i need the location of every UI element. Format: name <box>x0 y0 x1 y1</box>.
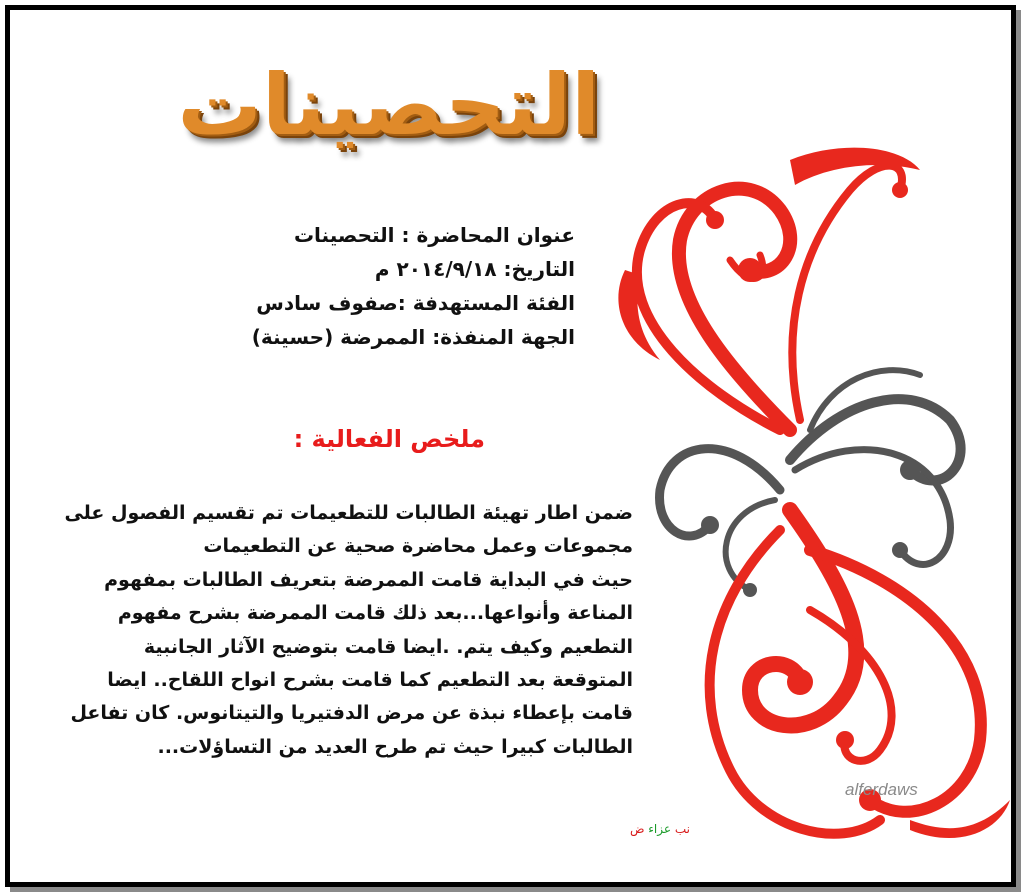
summary-line: التطعيم وكيف يتم. .ايضا قامت بتوضيح الآثار الجانبية <box>143 635 633 658</box>
signature-part: ض <box>629 822 645 836</box>
summary-line: المتوقعة بعد التطعيم كما قامت بشرح انواح اللقاح.. ايضا <box>107 669 633 692</box>
slide-frame <box>5 5 1016 887</box>
info-line-presenter: الجهة المنفذة: الممرضة (حسينة) <box>251 325 575 349</box>
swirl-ornament <box>580 130 1010 882</box>
signature-part: نب <box>674 822 690 836</box>
summary-line: المناعة وأنواعها...بعد ذلك قامت الممرضة بشرح مفهوم <box>117 602 633 625</box>
signature-part: عزاء <box>648 822 672 836</box>
info-line-date: التاريخ: ٢٠١٤/٩/١٨ م <box>374 257 575 281</box>
page-title: التحصينات <box>177 56 600 154</box>
signature <box>570 822 690 836</box>
summary-line: ضمن اطار تهيئة الطالبات للتطعيمات تم تقسيم الفصول على <box>64 502 633 524</box>
summary-line: قامت بإعطاء نبذة عن مرض الدفتيريا والتيتانوس. كان تفاعل <box>70 702 633 725</box>
info-line-topic: عنوان المحاضرة : التحصينات <box>293 223 575 247</box>
summary-line: الطالبات كبيرا حيث تم طرح العديد من التساؤلات... <box>157 735 633 758</box>
summary-text <box>50 497 633 764</box>
summary-line: مجموعات وعمل محاضرة صحية عن التطعيمات <box>203 535 633 558</box>
watermark-text: alferdaws <box>845 780 918 799</box>
lecture-info <box>240 218 575 354</box>
summary-heading: ملخص الفعالية : <box>293 425 485 453</box>
info-line-audience: الفئة المستهدفة :صفوف سادس <box>256 291 575 315</box>
summary-line: حيث في البداية قامت الممرضة بتعريف الطالبات بمفهوم <box>104 568 633 591</box>
